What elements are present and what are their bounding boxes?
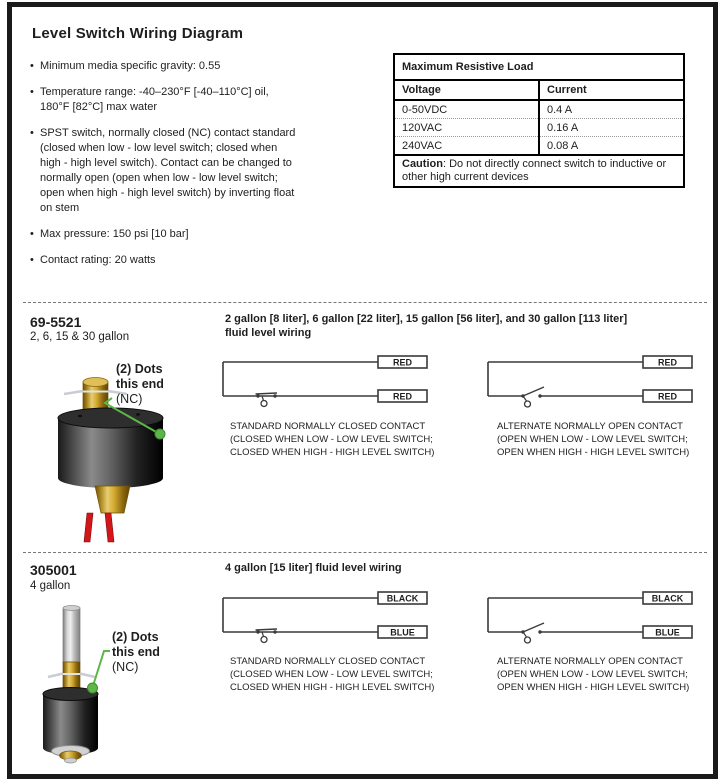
schematic-caption: STANDARD NORMALLY CLOSED CONTACT (CLOSED WHEN LOW - LOW LEVEL SWITCH; CLOSED WHEN HIGH - HIGH LEVEL SWITCH): [230, 656, 435, 693]
current-cell: 0.08 A: [539, 137, 684, 156]
wiring-schematic-open: [485, 350, 715, 414]
capacity-label: 4 gallon: [30, 580, 71, 592]
wiring-heading: 2 gallon [8 liter], 6 gallon [22 liter], 15 gallon [56 liter], and 30 gallon [113 liter] fluid level wiring: [225, 313, 628, 339]
column-header-current: Current: [539, 80, 684, 100]
wire-label: BLUE: [655, 627, 680, 638]
table-row: [394, 119, 684, 137]
callout-dot: [155, 429, 165, 439]
actuator-circle: [261, 401, 267, 407]
wire-label: BLUE: [390, 627, 415, 638]
wiring-schematic-closed: [220, 350, 450, 414]
callout-leader: [88, 651, 111, 693]
stem-tube: [63, 606, 80, 691]
wire-label: RED: [392, 357, 413, 368]
float-body: [43, 688, 98, 755]
callout-label: (2) Dots this end (NC): [116, 362, 164, 406]
wire-label: RED: [392, 391, 413, 402]
wiring-heading: 4 gallon [15 liter] fluid level wiring: [225, 562, 402, 574]
contact-dot: [136, 413, 140, 415]
switch-symbol-open: [521, 623, 544, 643]
section-divider: [23, 552, 707, 553]
wiring-schematic-open: [485, 586, 715, 650]
table-title: Maximum Resistive Load: [394, 54, 684, 80]
wire-label: RED: [657, 391, 678, 402]
voltage-cell: 120VAC: [394, 119, 539, 137]
table-row: [394, 137, 684, 156]
schematic-caption: STANDARD NORMALLY CLOSED CONTACT (CLOSED WHEN LOW - LOW LEVEL SWITCH; CLOSED WHEN HIGH - HIGH LEVEL SWITCH): [230, 421, 435, 458]
caution-label: Caution: [402, 158, 443, 170]
voltage-cell: 0-50VDC: [402, 103, 448, 116]
spec-bullet-contact: • SPST switch, normally closed (NC) contact standard (closed when low - low level switch; closed when high - high level switch). Contact can be changed to normally open (open when low - low level switch; open when high - high level switch) by inverting float on stem: [30, 126, 365, 216]
contact-dot: [78, 415, 82, 417]
actuator-circle: [525, 401, 531, 407]
caution-note: [394, 155, 684, 187]
schematic-caption: ALTERNATE NORMALLY OPEN CONTACT (OPEN WHEN LOW - LOW LEVEL SWITCH; OPEN WHEN HIGH - HIGH LEVEL SWITCH): [497, 656, 690, 693]
wire-label: RED: [657, 357, 678, 368]
wiring-schematic-closed: [220, 586, 450, 650]
capacity-label: 2, 6, 15 & 30 gallon: [30, 331, 130, 343]
switch-symbol-closed: [256, 629, 278, 643]
spec-bullet-temperature: • Temperature range: -40–230°F [-40–110°C] oil, 180°F [82°C] max water: [30, 85, 365, 115]
caution-text: : Do not directly connect switch to inductive or other high current devices: [402, 158, 667, 183]
wire-label: BLACK: [651, 593, 684, 604]
bottom-nut: [52, 746, 90, 764]
part-number: 305001: [30, 562, 77, 578]
float-switch-illustration: [35, 598, 165, 770]
wire-label: BLACK: [386, 593, 419, 604]
brass-fitting: [95, 486, 130, 513]
float-body: [58, 408, 163, 488]
switch-symbol-open: [521, 387, 544, 407]
column-header-voltage: Voltage: [394, 80, 539, 100]
spec-bullet-rating: • Contact rating: 20 watts: [30, 253, 365, 268]
spec-bullet-gravity: • Minimum media specific gravity: 0.55: [30, 59, 365, 74]
part-number: 69-5521: [30, 314, 82, 330]
callout-label: (2) Dots this end (NC): [112, 630, 160, 674]
max-load-table: [393, 53, 685, 188]
current-cell: 0.16 A: [539, 119, 684, 137]
red-lead-wires: [84, 513, 114, 542]
schematic-caption: ALTERNATE NORMALLY OPEN CONTACT (OPEN WHEN LOW - LOW LEVEL SWITCH; OPEN WHEN HIGH - HIGH LEVEL SWITCH): [497, 421, 690, 458]
switch-symbol-closed: [256, 393, 278, 407]
section-divider: [23, 302, 707, 303]
voltage-cell: 240VAC: [394, 137, 539, 156]
actuator-circle: [261, 637, 267, 643]
callout-dot: [88, 683, 98, 693]
actuator-circle: [525, 637, 531, 643]
spec-bullet-pressure: • Max pressure: 150 psi [10 bar]: [30, 227, 365, 242]
current-cell: 0.4 A: [539, 100, 684, 119]
spec-bullet-list: [30, 59, 365, 279]
page-title: Level Switch Wiring Diagram: [32, 25, 244, 42]
table-row: [394, 100, 684, 119]
brass-stem: [63, 662, 80, 690]
